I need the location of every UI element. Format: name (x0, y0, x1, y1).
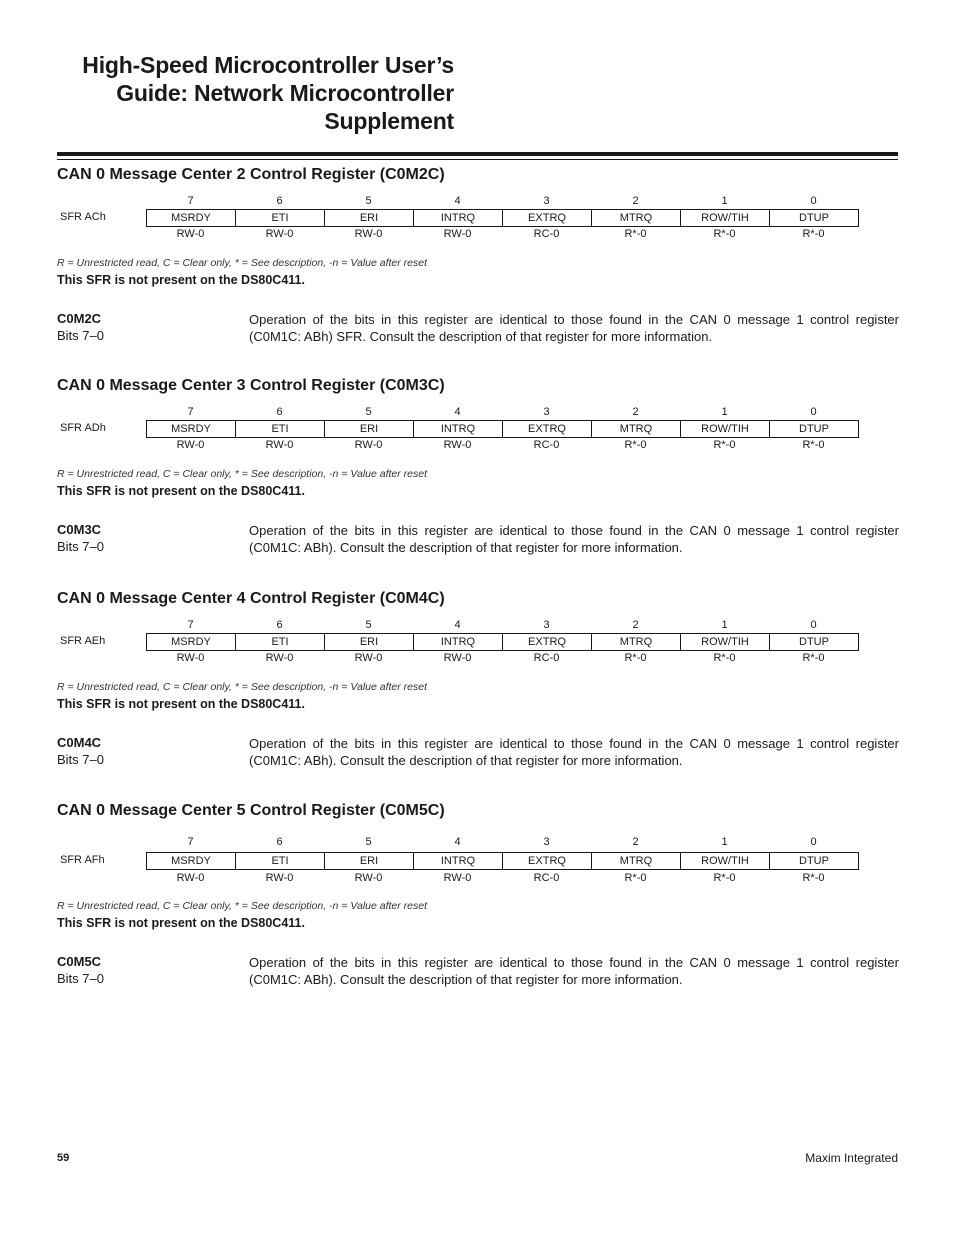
availability-note: This SFR is not present on the DS80C411. (57, 697, 305, 711)
reset-value: RW-0 (176, 652, 205, 664)
bit-number: 2 (632, 406, 639, 418)
bit-number: 6 (276, 195, 283, 207)
register-bit-table (146, 852, 859, 870)
bit-number: 5 (365, 619, 372, 631)
reset-value: R*-0 (802, 439, 825, 451)
bit-name-cell: ERI (325, 634, 414, 651)
bit-name-cell: INTRQ (414, 210, 503, 227)
register-description: Operation of the bits in this register are identical to those found in the CAN 0 message 1 control register (C0M1C: ABh) SFR. Consult the description of that register for more information. (249, 312, 899, 344)
register-name: C0M5C (57, 954, 102, 969)
register-bits: Bits 7–0 (57, 752, 104, 767)
reset-value: R*-0 (713, 872, 736, 884)
reset-value: R*-0 (802, 872, 825, 884)
bit-name-cell: INTRQ (414, 853, 503, 870)
reset-value: R*-0 (624, 228, 647, 240)
bit-number: 6 (276, 619, 283, 631)
bit-number: 3 (543, 406, 550, 418)
bit-name-cell: DTUP (770, 634, 859, 651)
reset-value: RW-0 (354, 872, 383, 884)
bit-name-cell: ROW/TIH (681, 634, 770, 651)
bit-number: 2 (632, 836, 639, 848)
reset-value: R*-0 (713, 228, 736, 240)
bit-number-row (146, 836, 859, 850)
bit-number: 3 (543, 195, 550, 207)
sfr-address: SFR AEh (60, 635, 106, 647)
bit-number: 4 (454, 619, 461, 631)
header-rule-thick (57, 152, 898, 156)
reset-value: RW-0 (354, 652, 383, 664)
bit-number: 7 (187, 836, 194, 848)
bit-number: 5 (365, 836, 372, 848)
bit-number: 1 (721, 619, 728, 631)
register-name: C0M4C (57, 735, 102, 750)
bit-name-cell: DTUP (770, 210, 859, 227)
bit-name-cell: ERI (325, 421, 414, 438)
page-number: 59 (57, 1152, 70, 1164)
bit-name-cell: DTUP (770, 853, 859, 870)
reset-value: RW-0 (265, 652, 294, 664)
bit-name-cell: INTRQ (414, 634, 503, 651)
bit-name-cell: EXTRQ (503, 210, 592, 227)
bit-number: 0 (810, 195, 817, 207)
access-legend: R = Unrestricted read, C = Clear only, * = See description, -n = Value after reset (57, 257, 428, 269)
bit-number: 4 (454, 836, 461, 848)
bit-number: 1 (721, 406, 728, 418)
reset-value: RW-0 (176, 228, 205, 240)
bit-number: 0 (810, 836, 817, 848)
bit-number: 7 (187, 195, 194, 207)
bit-number: 1 (721, 836, 728, 848)
reset-value: RW-0 (443, 652, 472, 664)
section-heading: CAN 0 Message Center 5 Control Register (C0M5C) (57, 802, 445, 819)
section-heading: CAN 0 Message Center 4 Control Register (C0M4C) (57, 590, 445, 607)
bit-name-cell: MSRDY (147, 210, 236, 227)
access-legend: R = Unrestricted read, C = Clear only, * = See description, -n = Value after reset (57, 681, 428, 693)
register-bit-table (146, 209, 859, 227)
bit-name-cell: MTRQ (592, 421, 681, 438)
bit-name-cell: MTRQ (592, 210, 681, 227)
bit-number: 0 (810, 619, 817, 631)
reset-value: RC-0 (533, 228, 560, 240)
reset-value: R*-0 (713, 439, 736, 451)
bit-name-cell: ROW/TIH (681, 210, 770, 227)
reset-value: RW-0 (176, 439, 205, 451)
reset-value: RW-0 (443, 439, 472, 451)
section-heading: CAN 0 Message Center 2 Control Register (C0M2C) (57, 166, 445, 183)
bit-number: 3 (543, 619, 550, 631)
bit-number-row (146, 195, 859, 209)
bit-name-cell: DTUP (770, 421, 859, 438)
bit-number: 6 (276, 406, 283, 418)
bit-name-cell: MSRDY (147, 853, 236, 870)
reset-value: R*-0 (802, 228, 825, 240)
reset-value: RC-0 (533, 439, 560, 451)
bit-name-cell: ETI (236, 210, 325, 227)
register-bit-table (146, 633, 859, 651)
sfr-address: SFR ADh (60, 422, 106, 434)
bit-name-cell: MTRQ (592, 853, 681, 870)
reset-value: RW-0 (443, 872, 472, 884)
reset-value: RW-0 (354, 439, 383, 451)
reset-value: R*-0 (624, 872, 647, 884)
register-bit-table (146, 420, 859, 438)
register-section-c0m2c (57, 166, 898, 366)
bit-name-cell: ETI (236, 421, 325, 438)
bit-number: 2 (632, 195, 639, 207)
footer-brand: Maxim Integrated (805, 1151, 898, 1165)
bit-number: 6 (276, 836, 283, 848)
bit-name-cell: ROW/TIH (681, 853, 770, 870)
bit-name-cell: MTRQ (592, 634, 681, 651)
reset-value: R*-0 (624, 652, 647, 664)
reset-value-row (146, 652, 859, 666)
reset-value: RC-0 (533, 872, 560, 884)
reset-value: RW-0 (176, 872, 205, 884)
register-name: C0M3C (57, 522, 102, 537)
bit-name-cell: ROW/TIH (681, 421, 770, 438)
section-heading: CAN 0 Message Center 3 Control Register (C0M3C) (57, 377, 445, 394)
reset-value: R*-0 (802, 652, 825, 664)
bit-number: 2 (632, 619, 639, 631)
register-bits: Bits 7–0 (57, 539, 104, 554)
bit-name-cell: MSRDY (147, 421, 236, 438)
reset-value-row (146, 872, 859, 886)
register-description: Operation of the bits in this register are identical to those found in the CAN 0 message 1 control register (C0M1C: ABh). Consult the description of that register for more information. (249, 523, 899, 555)
bit-number-row (146, 619, 859, 633)
reset-value: R*-0 (713, 652, 736, 664)
reset-value-row (146, 228, 859, 242)
bit-name-cell: INTRQ (414, 421, 503, 438)
bit-number: 4 (454, 406, 461, 418)
bit-name-cell: ERI (325, 853, 414, 870)
bit-number: 0 (810, 406, 817, 418)
bit-name-cell: ERI (325, 210, 414, 227)
reset-value: RW-0 (265, 872, 294, 884)
reset-value: RW-0 (265, 228, 294, 240)
reset-value: RW-0 (265, 439, 294, 451)
register-section-c0m5c (57, 802, 898, 1002)
bit-name-cell: EXTRQ (503, 634, 592, 651)
sfr-address: SFR ACh (60, 211, 106, 223)
bit-name-cell: EXTRQ (503, 421, 592, 438)
register-bits: Bits 7–0 (57, 328, 104, 343)
availability-note: This SFR is not present on the DS80C411. (57, 273, 305, 287)
reset-value: RW-0 (354, 228, 383, 240)
bit-number: 3 (543, 836, 550, 848)
bit-number: 1 (721, 195, 728, 207)
bit-number: 4 (454, 195, 461, 207)
bit-name-cell: ETI (236, 853, 325, 870)
header-rule-thin (57, 159, 898, 160)
bit-name-cell: EXTRQ (503, 853, 592, 870)
reset-value-row (146, 439, 859, 453)
bit-name-cell: ETI (236, 634, 325, 651)
register-bits: Bits 7–0 (57, 971, 104, 986)
document-title: High-Speed Microcontroller User’s Guide: Network Microcontroller Supplement (82, 52, 454, 134)
reset-value: RC-0 (533, 652, 560, 664)
bit-number: 5 (365, 406, 372, 418)
register-name: C0M2C (57, 311, 102, 326)
bit-number: 7 (187, 619, 194, 631)
reset-value: RW-0 (443, 228, 472, 240)
sfr-address: SFR AFh (60, 854, 105, 866)
availability-note: This SFR is not present on the DS80C411. (57, 484, 305, 498)
bit-name-cell: MSRDY (147, 634, 236, 651)
availability-note: This SFR is not present on the DS80C411. (57, 916, 305, 930)
bit-number: 5 (365, 195, 372, 207)
bit-number: 7 (187, 406, 194, 418)
bit-number-row (146, 406, 859, 420)
register-section-c0m4c (57, 590, 898, 790)
register-section-c0m3c (57, 377, 898, 577)
reset-value: R*-0 (624, 439, 647, 451)
access-legend: R = Unrestricted read, C = Clear only, * = See description, -n = Value after reset (57, 900, 428, 912)
register-description: Operation of the bits in this register are identical to those found in the CAN 0 message 1 control register (C0M1C: ABh). Consult the description of that register for more information. (249, 955, 899, 987)
access-legend: R = Unrestricted read, C = Clear only, * = See description, -n = Value after reset (57, 468, 428, 480)
register-description: Operation of the bits in this register are identical to those found in the CAN 0 message 1 control register (C0M1C: ABh). Consult the description of that register for more information. (249, 736, 899, 768)
